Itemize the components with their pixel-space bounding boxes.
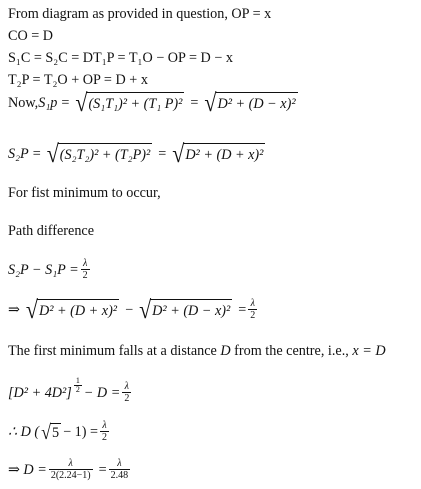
lambda-over-2 [81, 258, 90, 281]
bracket-expr: [D² + 4D²] [8, 384, 72, 401]
line-final-d [8, 458, 132, 481]
sqrt-5: √ 5 [41, 420, 60, 443]
sqrt-d-plus-x-2: √ D² + (D + x)² [25, 294, 118, 324]
line-s1c: S₁C = S₂C = DT₁P = T₁O − OP = D − x [8, 50, 233, 66]
sqrt-d-minus-x: √ D² + (D − x)² [204, 88, 296, 117]
frac-num: λ [102, 420, 107, 431]
line-sqrt-difference [8, 294, 259, 324]
distance-text: The first minimum falls at a distance [8, 343, 221, 359]
line-t2p: T₂P = T₂O + OP = D + x [8, 72, 148, 88]
x-eq-d: x = D [352, 343, 386, 359]
lambda-over-2-124 [49, 458, 93, 481]
line-s1p-formula [8, 88, 300, 117]
frac-den: 2(2.24−1) [50, 470, 91, 481]
sqrt-s1t1: √ (S₁T₁)² + (T₁ P)² [75, 88, 183, 117]
exp-num: 1 [75, 376, 80, 385]
equals: = [98, 461, 107, 478]
line-first-minimum: For fist minimum to occur, [8, 185, 161, 201]
sqrt-d-minus-x-body: D² + (D − x)² [216, 92, 298, 114]
frac-num: λ [83, 258, 88, 269]
lambda-over-2 [248, 298, 257, 321]
sqrt-s2t2: √ (S₂T₂)² + (T₂P)² [46, 139, 151, 168]
s2p-minus-s1p: S₂P − S₁P = [8, 261, 79, 278]
now-label: Now, [8, 95, 39, 111]
equals: = [238, 301, 247, 318]
equals: = [61, 95, 70, 111]
sqrt-body: D² + (D − x)² [150, 299, 232, 321]
equals: = [32, 146, 41, 162]
frac-num: λ [250, 298, 255, 309]
line-path-difference: Path difference [8, 223, 95, 239]
line-path-diff-eq [8, 258, 92, 281]
frac-num: λ [124, 381, 129, 392]
sqrt-body: D² + (D + x)² [37, 299, 119, 321]
d-symbol: D [220, 343, 231, 359]
frac-den: 2.48 [110, 470, 129, 481]
line-s2p-formula [8, 139, 267, 168]
frac-num: λ [68, 458, 73, 469]
implies-arrow: ⇒ [8, 301, 20, 318]
frac-den: 2 [250, 310, 256, 321]
implies-d-eq: ⇒ D = [8, 461, 47, 478]
equals: = [158, 146, 167, 162]
line-first-min-distance [8, 342, 386, 360]
frac-den: 2 [124, 393, 130, 404]
therefore-d: ∴ D ( [8, 423, 40, 440]
sqrt-s2t2-body: (S₂T₂)² + (T₂P)² [58, 143, 152, 165]
line-co-eq-d: CO = D [8, 28, 54, 44]
sqrt-5-body: 5 [51, 424, 60, 441]
minus-one-eq: − 1) = [63, 423, 98, 440]
lambda-over-2 [122, 381, 131, 404]
lambda-over-2 [100, 420, 109, 443]
half-exponent [74, 377, 82, 394]
minus-d-eq: − D = [83, 384, 121, 401]
s1p-symbol: S₁p [38, 95, 58, 111]
frac-den: 2 [102, 432, 107, 443]
frac-num: λ [117, 458, 122, 469]
lambda-over-2-48 [109, 458, 131, 481]
equals: = [190, 95, 199, 111]
minus: − [125, 301, 134, 318]
sqrt-d-plus-x: √ D² + (D + x)² [172, 139, 264, 168]
line-op-eq-x: From diagram as provided in question, OP = x [8, 6, 272, 22]
frac-den: 2 [82, 270, 88, 281]
centre-text: from the centre, i.e., [230, 343, 353, 359]
sqrt-d-minus-x-2: √ D² + (D − x)² [139, 294, 231, 324]
line-bracket-expr [8, 376, 133, 404]
line-therefore [8, 420, 111, 443]
sqrt-s1t1-body: (S₁T₁)² + (T₁ P)² [86, 92, 184, 114]
s2p-symbol: S₂P [8, 146, 29, 162]
sqrt-d-plus-x-body: D² + (D + x)² [183, 143, 265, 165]
exp-den: 2 [75, 385, 80, 394]
